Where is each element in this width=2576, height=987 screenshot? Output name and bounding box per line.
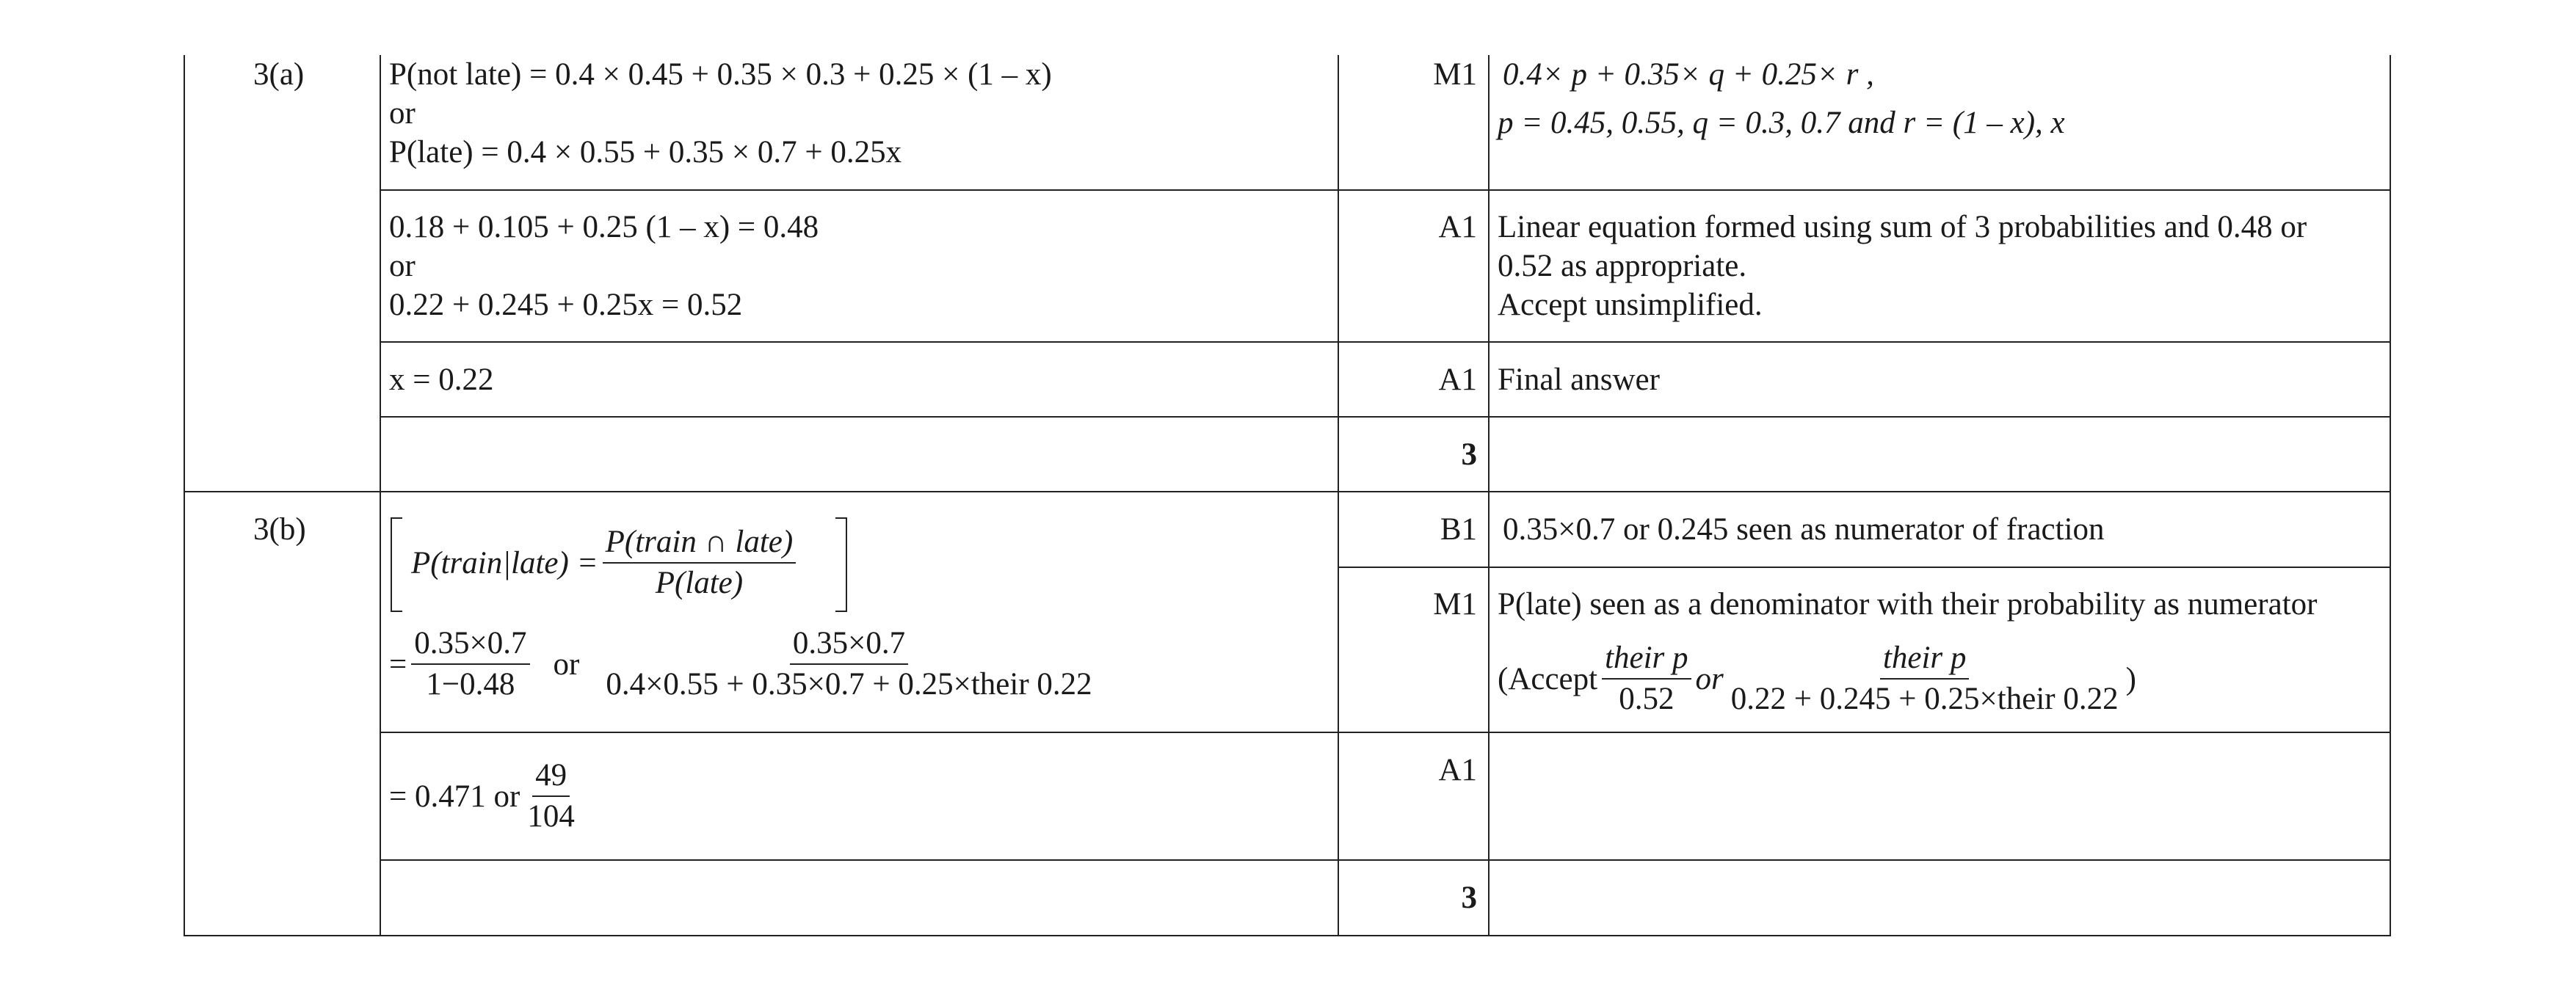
fraction-2-numerator: 0.35×0.7 — [790, 625, 908, 665]
guidance-3a-r2-line2: 0.52 as appropriate. — [1498, 249, 1747, 283]
accept-fraction-1-denominator: 0.52 — [1619, 682, 1675, 716]
mark-3b-b1: B1 — [1440, 512, 1477, 547]
guidance-3b-b1: 0.35×0.7 or 0.245 seen as numerator of fraction — [1503, 512, 2105, 547]
answer-3a-r2-line1: 0.18 + 0.105 + 0.25 (1 – x) = 0.48 — [389, 210, 819, 244]
mark-3a-a1-final: A1 — [1438, 363, 1477, 397]
accept-close: ) — [2125, 661, 2136, 696]
conditional-fraction — [603, 524, 797, 602]
divider-row — [380, 732, 2391, 733]
divider-row — [380, 859, 2391, 861]
accept-fraction-2-denominator: 0.22 + 0.245 + 0.25×their 0.22 — [1730, 682, 2119, 716]
guidance-3a-line1: 0.4× p + 0.35× q + 0.25× r , — [1503, 57, 1874, 92]
answer-3a-r2-line3: 0.22 + 0.245 + 0.25x = 0.52 — [389, 288, 743, 322]
accept-or: or — [1695, 661, 1724, 696]
answer-3a-line1: P(not late) = 0.4 × 0.45 + 0.35 × 0.3 + 0.25 × (1 – x) — [389, 57, 1052, 92]
conditional-definition — [411, 519, 800, 607]
divider-section — [184, 491, 2391, 492]
question-label-3a: 3(a) — [253, 57, 305, 92]
or-text: or — [553, 647, 580, 682]
bracket-right — [835, 517, 847, 612]
conditional-denominator: P(late) — [655, 566, 744, 600]
guidance-3b-m1-line1: P(late) seen as a denominator with their probability as numerator — [1498, 587, 2318, 622]
mark-3b-m1: M1 — [1433, 587, 1477, 622]
mark-3b-a1: A1 — [1438, 753, 1477, 787]
guidance-3a-final: Final answer — [1498, 363, 1660, 397]
guidance-3a-r2-line3: Accept unsimplified. — [1498, 288, 1763, 322]
final-answer-denominator: 104 — [527, 799, 575, 834]
guidance-3b-m1-accept — [1498, 635, 2136, 723]
divider-row — [1338, 567, 2391, 568]
final-answer-numerator: 49 — [532, 757, 570, 797]
accept-fraction-2 — [1728, 640, 2122, 718]
total-3b: 3 — [1461, 881, 1477, 915]
answer-3a-line3: P(late) = 0.4 × 0.55 + 0.35 × 0.7 + 0.25x — [389, 135, 902, 170]
conditional-numerator: P(train ∩ late) — [603, 524, 797, 564]
fraction-1 — [411, 625, 529, 703]
answer-3a-final: x = 0.22 — [389, 363, 494, 397]
divider-row — [380, 341, 2391, 343]
accept-fraction-2-numerator: their p — [1880, 640, 1969, 680]
mark-3a-m1: M1 — [1433, 57, 1477, 92]
fraction-2-denominator: 0.4×0.55 + 0.35×0.7 + 0.25×their 0.22 — [606, 667, 1092, 702]
guidance-3a-line2: p = 0.45, 0.55, q = 0.3, 0.7 and r = (1 – x), x — [1498, 106, 2065, 140]
mark-scheme-table — [184, 55, 2391, 936]
accept-fraction-1 — [1602, 640, 1691, 718]
final-answer-fraction — [524, 757, 578, 835]
guidance-3a-r2-line1: Linear equation formed using sum of 3 probabilities and 0.48 or — [1498, 210, 2307, 244]
answer-3a-r2-line2: or — [389, 249, 416, 283]
conditional-lhs: P(train|late) = — [411, 545, 598, 580]
probability-fractions — [389, 620, 1100, 708]
question-label-3b: 3(b) — [253, 512, 306, 547]
bracket-left — [391, 517, 402, 612]
fraction-2 — [603, 625, 1095, 703]
mark-3a-a1: A1 — [1438, 210, 1477, 244]
divider-col-answer — [1338, 55, 1339, 936]
accept-fraction-1-numerator: their p — [1602, 640, 1691, 680]
fraction-1-numerator: 0.35×0.7 — [411, 625, 529, 665]
divider-col-label — [380, 55, 381, 936]
final-answer-prefix: = 0.471 or — [389, 779, 520, 814]
equals-sign: = — [389, 647, 407, 682]
accept-open: (Accept — [1498, 661, 1598, 696]
divider-row — [380, 416, 2391, 418]
fraction-1-denominator: 1−0.48 — [426, 667, 515, 702]
total-3a: 3 — [1461, 437, 1477, 472]
answer-3a-line2: or — [389, 96, 416, 131]
divider-col-marks — [1488, 55, 1490, 936]
divider-row — [380, 189, 2391, 191]
final-answer-3b — [389, 756, 582, 837]
